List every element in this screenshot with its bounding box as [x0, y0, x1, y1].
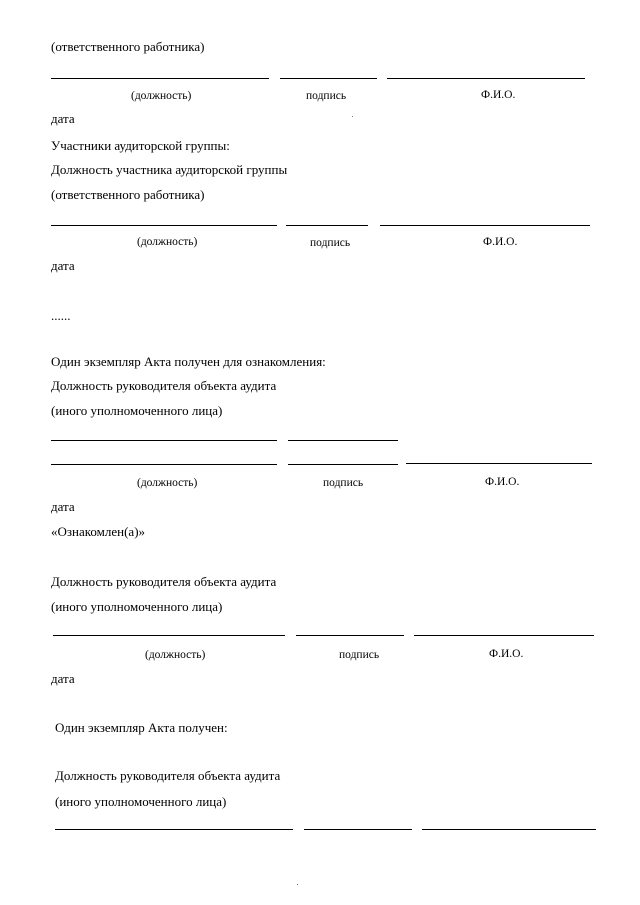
position-caption: (должность): [137, 477, 198, 489]
participant-position-label: Должность участника аудиторской группы: [51, 162, 288, 177]
fio-line: [422, 829, 596, 830]
position-caption: (должность): [137, 236, 198, 248]
signature-line: [304, 829, 412, 830]
fio-line: [414, 635, 594, 636]
scan-speck: [352, 116, 353, 117]
fio-caption: Ф.И.О.: [489, 648, 524, 660]
act-received: Один экземпляр Акта получен:: [55, 720, 228, 735]
ellipsis-continuation: ......: [51, 308, 71, 323]
acknowledged-mark: «Ознакомлен(а)»: [51, 524, 146, 539]
head-position-label: Должность руководителя объекта аудита: [51, 574, 277, 589]
fio-line: [387, 78, 585, 79]
fio-caption: Ф.И.О.: [483, 236, 518, 248]
signature-caption: подпись: [323, 477, 364, 489]
position-caption: (должность): [145, 649, 206, 661]
position-line: [53, 635, 285, 636]
signature-line: [286, 225, 368, 226]
signature-caption: подпись: [339, 649, 380, 661]
date-label: дата: [51, 111, 75, 126]
signature-line: [288, 464, 398, 465]
responsible-worker-note: (ответственного работника): [51, 39, 205, 54]
fio-caption: Ф.И.О.: [485, 476, 520, 488]
position-line: [51, 78, 269, 79]
position-line: [55, 829, 293, 830]
fio-caption: Ф.И.О.: [481, 89, 516, 101]
date-label: дата: [51, 671, 75, 686]
signature-caption: подпись: [310, 237, 351, 249]
date-label: дата: [51, 499, 75, 514]
position-caption: (должность): [131, 90, 192, 102]
authorized-person-note: (иного уполномоченного лица): [51, 599, 223, 614]
date-label: дата: [51, 258, 75, 273]
head-position-label: Должность руководителя объекта аудита: [51, 378, 277, 393]
scan-speck: [297, 884, 298, 885]
responsible-worker-note: (ответственного работника): [51, 187, 205, 202]
authorized-person-note: (иного уполномоченного лица): [51, 403, 223, 418]
position-line: [51, 225, 277, 226]
signature-line: [296, 635, 404, 636]
audit-group-participants-heading: Участники аудиторской группы:: [51, 138, 230, 153]
position-line: [51, 464, 277, 465]
fio-line: [406, 463, 592, 464]
head-position-label: Должность руководителя объекта аудита: [55, 768, 281, 783]
act-received-for-familiarization: Один экземпляр Акта получен для ознакомления:: [51, 354, 326, 369]
fio-line: [380, 225, 590, 226]
authorized-person-note: (иного уполномоченного лица): [55, 794, 227, 809]
signature-line: [288, 440, 398, 441]
signature-line: [280, 78, 377, 79]
position-line: [51, 440, 277, 441]
signature-caption: подпись: [306, 90, 347, 102]
